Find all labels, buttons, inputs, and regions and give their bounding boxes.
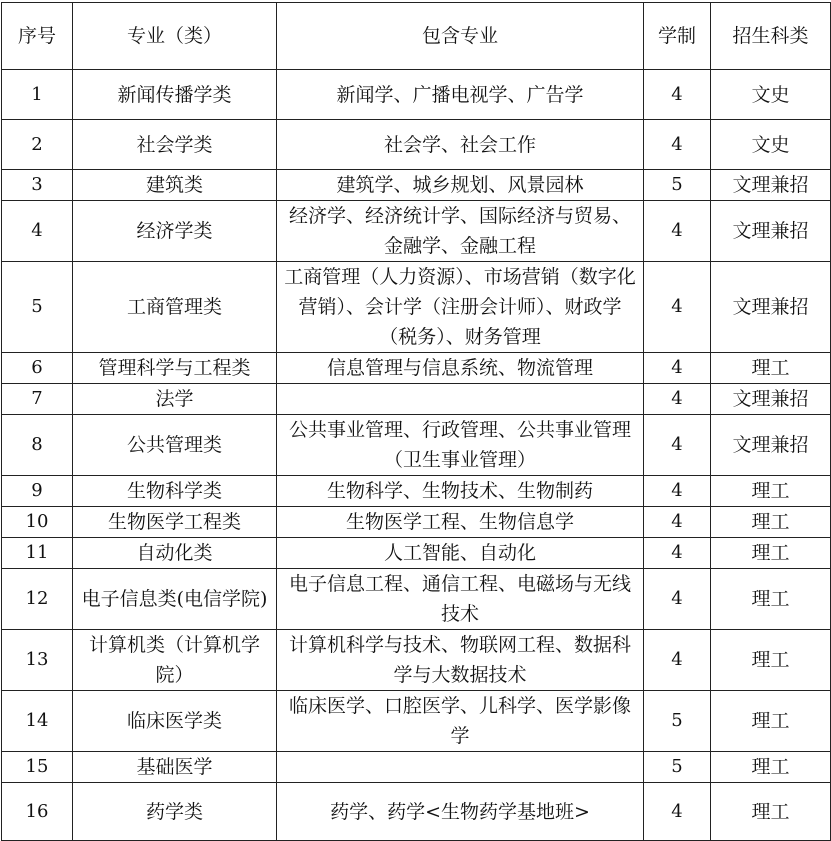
cell-included-majors: 生物科学、生物技术、生物制药 — [277, 476, 644, 507]
table-row — [2, 170, 831, 201]
table-row — [2, 507, 831, 538]
cell-major-category: 社会学类 — [73, 120, 277, 170]
cell-duration: 4 — [644, 120, 711, 170]
cell-index: 4 — [2, 201, 73, 262]
cell-included-majors: 工商管理（人力资源）、市场营销（数字化营销）、会计学（注册会计师）、财政学（税务）、财务管理 — [277, 262, 644, 353]
cell-duration: 4 — [644, 201, 711, 262]
cell-index: 10 — [2, 507, 73, 538]
cell-admission-type: 文理兼招 — [711, 384, 831, 415]
cell-major-category: 基础医学 — [73, 752, 277, 783]
header-index: 序号 — [2, 3, 73, 70]
cell-included-majors: 信息管理与信息系统、物流管理 — [277, 353, 644, 384]
cell-duration: 4 — [644, 630, 711, 691]
cell-index: 1 — [2, 70, 73, 120]
cell-admission-type: 文理兼招 — [711, 201, 831, 262]
cell-admission-type: 理工 — [711, 691, 831, 752]
cell-included-majors: 临床医学、口腔医学、儿科学、医学影像学 — [277, 691, 644, 752]
cell-included-majors: 计算机科学与技术、物联网工程、数据科学与大数据技术 — [277, 630, 644, 691]
cell-index: 3 — [2, 170, 73, 201]
cell-duration: 4 — [644, 569, 711, 630]
table-row — [2, 415, 831, 476]
header-duration: 学制 — [644, 3, 711, 70]
cell-major-category: 经济学类 — [73, 201, 277, 262]
cell-major-category: 计算机类（计算机学院） — [73, 630, 277, 691]
cell-duration: 4 — [644, 70, 711, 120]
cell-included-majors: 生物医学工程、生物信息学 — [277, 507, 644, 538]
table-row — [2, 691, 831, 752]
cell-admission-type: 理工 — [711, 507, 831, 538]
cell-major-category: 生物科学类 — [73, 476, 277, 507]
cell-major-category: 工商管理类 — [73, 262, 277, 353]
table-row — [2, 569, 831, 630]
cell-index: 15 — [2, 752, 73, 783]
cell-included-majors: 电子信息工程、通信工程、电磁场与无线技术 — [277, 569, 644, 630]
cell-index: 16 — [2, 783, 73, 841]
cell-duration: 4 — [644, 384, 711, 415]
cell-admission-type: 文史 — [711, 70, 831, 120]
header-admission-type: 招生科类 — [711, 3, 831, 70]
cell-admission-type: 理工 — [711, 353, 831, 384]
cell-admission-type: 理工 — [711, 630, 831, 691]
table-row — [2, 630, 831, 691]
cell-index: 14 — [2, 691, 73, 752]
table-row — [2, 262, 831, 353]
cell-duration: 5 — [644, 691, 711, 752]
table-header-row — [2, 3, 831, 70]
cell-duration: 4 — [644, 783, 711, 841]
cell-included-majors: 人工智能、自动化 — [277, 538, 644, 569]
cell-duration: 4 — [644, 262, 711, 353]
header-included-majors: 包含专业 — [277, 3, 644, 70]
cell-duration: 4 — [644, 538, 711, 569]
cell-admission-type: 理工 — [711, 476, 831, 507]
table-row — [2, 353, 831, 384]
header-major-category: 专业（类） — [73, 3, 277, 70]
cell-included-majors — [277, 384, 644, 415]
cell-major-category: 药学类 — [73, 783, 277, 841]
cell-major-category: 管理科学与工程类 — [73, 353, 277, 384]
cell-index: 5 — [2, 262, 73, 353]
cell-admission-type: 理工 — [711, 752, 831, 783]
cell-duration: 5 — [644, 752, 711, 783]
cell-major-category: 临床医学类 — [73, 691, 277, 752]
table-row — [2, 201, 831, 262]
cell-index: 8 — [2, 415, 73, 476]
table-row — [2, 70, 831, 120]
cell-major-category: 电子信息类(电信学院) — [73, 569, 277, 630]
table-row — [2, 538, 831, 569]
cell-included-majors: 药学、药学<生物药学基地班> — [277, 783, 644, 841]
cell-major-category: 自动化类 — [73, 538, 277, 569]
table-body — [2, 70, 831, 841]
cell-index: 9 — [2, 476, 73, 507]
majors-table — [1, 2, 831, 841]
cell-major-category: 法学 — [73, 384, 277, 415]
cell-major-category: 建筑类 — [73, 170, 277, 201]
cell-index: 12 — [2, 569, 73, 630]
cell-duration: 4 — [644, 353, 711, 384]
cell-duration: 4 — [644, 476, 711, 507]
cell-major-category: 公共管理类 — [73, 415, 277, 476]
cell-duration: 4 — [644, 415, 711, 476]
cell-index: 13 — [2, 630, 73, 691]
cell-admission-type: 理工 — [711, 538, 831, 569]
table-row — [2, 120, 831, 170]
table-row — [2, 783, 831, 841]
cell-admission-type: 理工 — [711, 569, 831, 630]
cell-admission-type: 理工 — [711, 783, 831, 841]
cell-index: 11 — [2, 538, 73, 569]
cell-admission-type: 文理兼招 — [711, 262, 831, 353]
table-row — [2, 752, 831, 783]
cell-admission-type: 文理兼招 — [711, 170, 831, 201]
cell-included-majors: 新闻学、广播电视学、广告学 — [277, 70, 644, 120]
cell-included-majors: 经济学、经济统计学、国际经济与贸易、金融学、金融工程 — [277, 201, 644, 262]
cell-admission-type: 文理兼招 — [711, 415, 831, 476]
cell-included-majors: 公共事业管理、行政管理、公共事业管理（卫生事业管理） — [277, 415, 644, 476]
cell-index: 2 — [2, 120, 73, 170]
cell-duration: 5 — [644, 170, 711, 201]
table-row — [2, 384, 831, 415]
cell-index: 6 — [2, 353, 73, 384]
cell-major-category: 生物医学工程类 — [73, 507, 277, 538]
cell-duration: 4 — [644, 507, 711, 538]
cell-major-category: 新闻传播学类 — [73, 70, 277, 120]
cell-included-majors: 建筑学、城乡规划、风景园林 — [277, 170, 644, 201]
cell-included-majors: 社会学、社会工作 — [277, 120, 644, 170]
cell-admission-type: 文史 — [711, 120, 831, 170]
table-row — [2, 476, 831, 507]
cell-included-majors — [277, 752, 644, 783]
cell-index: 7 — [2, 384, 73, 415]
